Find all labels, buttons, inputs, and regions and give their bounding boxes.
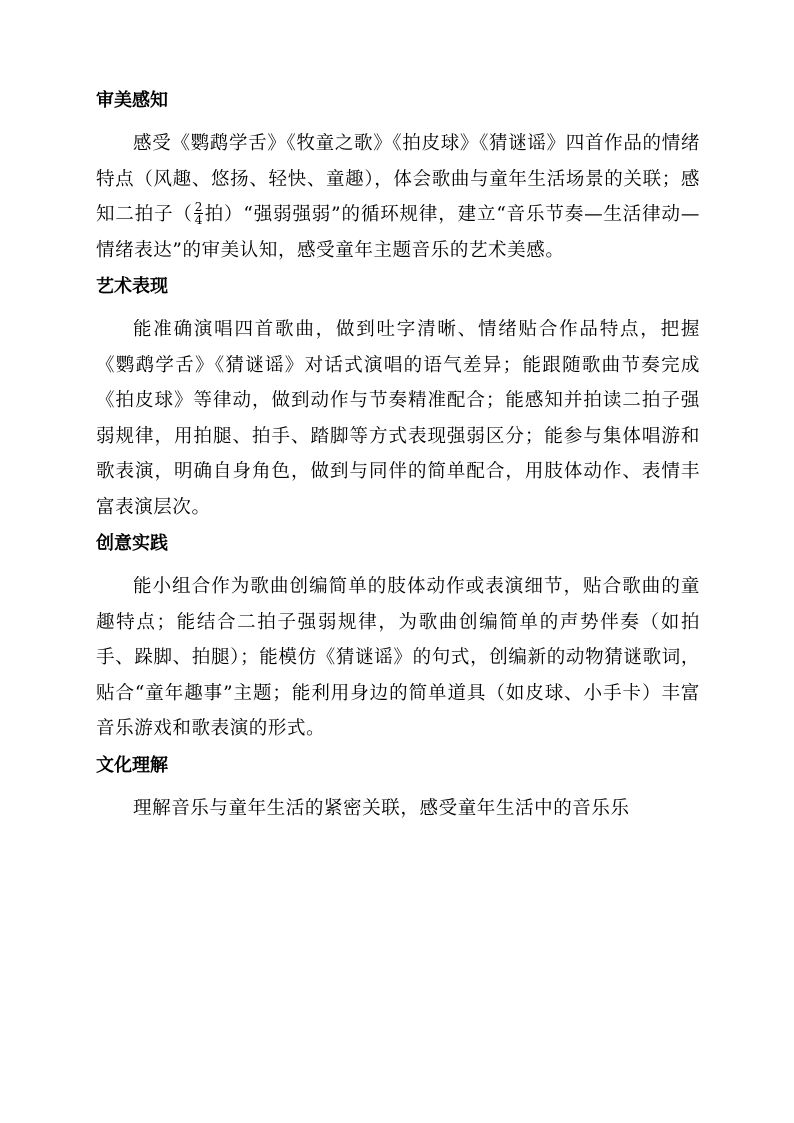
section-paragraph-cultural-understanding: 理解音乐与童年生活的紧密关联，感受童年生活中的音乐乐 bbox=[133, 797, 630, 819]
document-page bbox=[96, 88, 700, 832]
section-paragraph-artistic-expression: 能准确演唱四首歌曲，做到吐字清晰、情绪贴合作品特点，把握《鹦鹉学舌》《猜谜谣》对话式演唱的语气差异；能跟随歌曲节奏完成《拍皮球》等律动，做到动作与节奏精准配合；能感知并拍读二拍子强弱规律，用拍腿、拍手、踏脚等方式表现强弱区分；能参与集体唱游和歌表演，明确自身角色，做到与同伴的简单配合，用肢体动作、表情丰富表演层次。 bbox=[96, 319, 700, 518]
fraction-denominator: 4 bbox=[194, 212, 203, 227]
time-signature-fraction bbox=[194, 201, 204, 226]
section-heading-aesthetic-perception: 审美感知 bbox=[96, 90, 168, 111]
fraction-numerator: 2 bbox=[194, 199, 203, 214]
section-paragraph-aesthetic-perception bbox=[96, 126, 700, 268]
section-heading-cultural-understanding: 文化理解 bbox=[96, 754, 168, 776]
paragraph-text: 感受《鹦鹉学舌》《牧童之歌》《拍皮球》《猜谜谣》四首作品的情绪特点（风趣、悠扬、轻快、童趣），体会歌曲与童年生活场景的关联；感知二拍子（ bbox=[96, 133, 700, 225]
paragraph-text: 拍）“强弱强弱”的循环规律，建立“音乐节奏—生活律动—情绪表达”的审美认知，感受童年主题音乐的艺术美感。 bbox=[96, 204, 700, 261]
section-paragraph-creative-practice: 能小组合作为歌曲创编简单的肢体动作或表演细节，贴合歌曲的童趣特点；能结合二拍子强弱规律，为歌曲创编简单的声势伴奏（如拍手、跺脚、拍腿）；能模仿《猜谜谣》的句式，创编新的动物猜谜歌词，贴合“童年趣事”主题；能利用身边的简单道具（如皮球、小手卡）丰富音乐游戏和歌表演的形式。 bbox=[96, 576, 700, 739]
section-heading-creative-practice: 创意实践 bbox=[96, 533, 168, 554]
section-heading-artistic-expression: 艺术表现 bbox=[96, 276, 168, 297]
